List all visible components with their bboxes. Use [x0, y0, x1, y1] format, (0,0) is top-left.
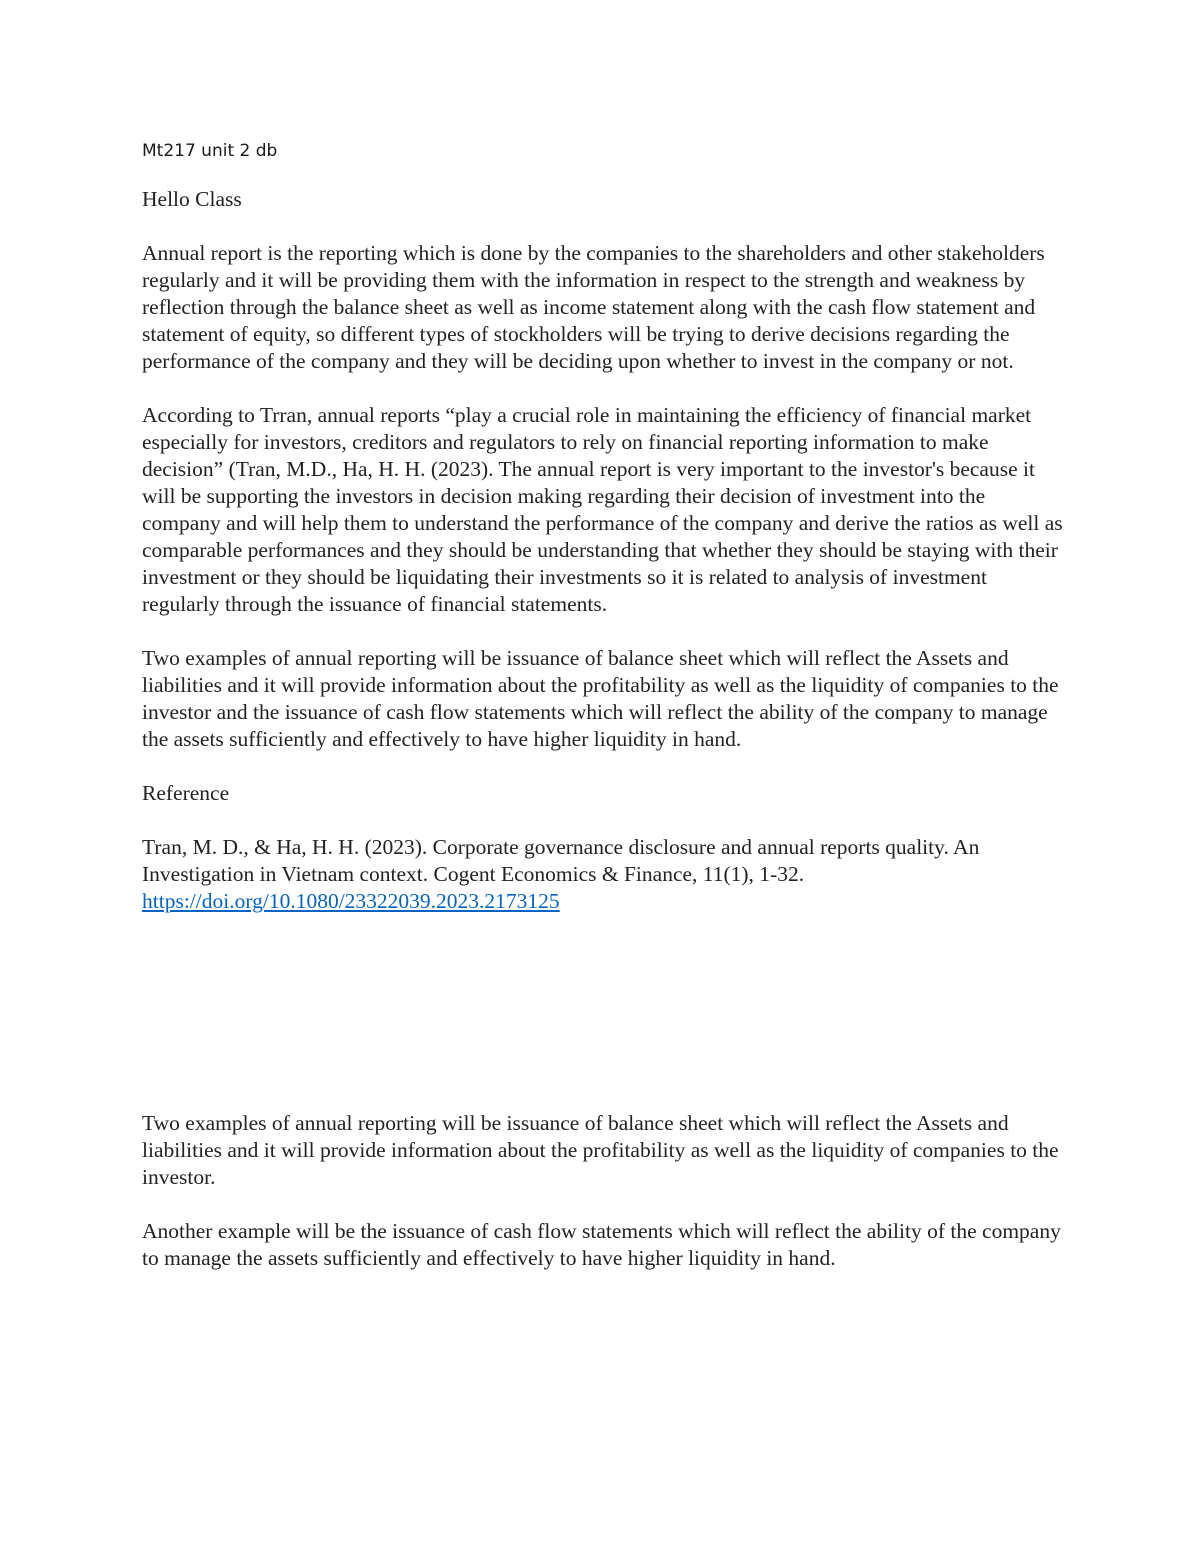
paragraph-two-examples: Two examples of annual reporting will be issuance of balance sheet which will reflect the Assets and liabilities and it will provide information about the profitability as well as the liquidity of companies to the investor and the issuance of cash flow statements which will reflect the ability of the company to manage the assets sufficiently and effectively to have higher liquidity in hand. — [142, 646, 1059, 751]
document-title: Mt217 unit 2 db — [142, 141, 278, 161]
paragraph-balance-sheet-example: Two examples of annual reporting will be issuance of balance sheet which will reflect the Assets and liabilities and it will provide information about the profitability as well as the liquidity of companies to the investor. — [142, 1111, 1059, 1189]
reference-doi-link[interactable]: https://doi.org/10.1080/23322039.2023.2173125 — [142, 889, 560, 913]
reference-citation: Tran, M. D., & Ha, H. H. (2023). Corporate governance disclosure and annual reports quality. An Investigation in Vietnam context. Cogent Economics & Finance, 11(1), 1-32. — [142, 835, 980, 886]
reference-entry — [142, 834, 1067, 915]
greeting: Hello Class — [142, 187, 242, 211]
document-body — [142, 140, 1067, 1299]
paragraph-tran-quote: According to Trran, annual reports “play a crucial role in maintaining the efficiency of financial market especially for investors, creditors and regulators to rely on financial reporting information to make decision” (Tran, M.D., Ha, H. H. (2023). The annual report is very important to the investor's because it will be supporting the investors in decision making regarding their decision of investment into the company and will help them to understand the performance of the company and derive the ratios as well as comparable performances and they should be understanding that whether they should be staying with their investment or they should be liquidating their investments so it is related to analysis of investment regularly through the issuance of financial statements. — [142, 403, 1063, 616]
reference-heading: Reference — [142, 781, 230, 805]
blank-space — [142, 942, 1067, 1110]
paragraph-cash-flow-example: Another example will be the issuance of cash flow statements which will reflect the ability of the company to manage the assets sufficiently and effectively to have higher liquidity in hand. — [142, 1219, 1061, 1270]
paragraph-annual-report-definition: Annual report is the reporting which is done by the companies to the shareholders and other stakeholders regularly and it will be providing them with the information in respect to the strength and weakness by reflection through the balance sheet as well as income statement along with the cash flow statement and statement of equity, so different types of stockholders will be trying to derive decisions regarding the performance of the company and they will be deciding upon whether to invest in the company or not. — [142, 241, 1045, 373]
